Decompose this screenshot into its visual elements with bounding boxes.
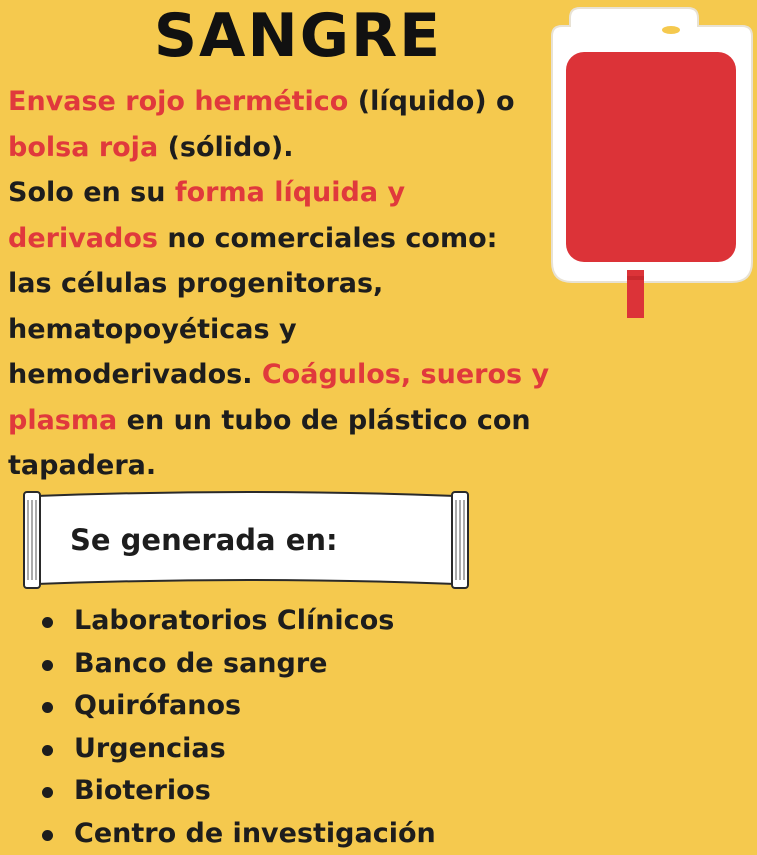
list-item (28, 685, 436, 728)
bullet-dot-icon (42, 787, 53, 798)
description-line (8, 261, 598, 307)
highlight-text: forma líquida y (175, 177, 405, 208)
plain-text: las células progenitoras, (8, 268, 383, 299)
highlight-text: bolsa roja (8, 132, 158, 163)
bullet-dot-icon (42, 617, 53, 628)
highlight-text: Envase rojo hermético (8, 86, 348, 117)
description-line (8, 216, 598, 262)
description-line (8, 170, 598, 216)
banner-heading: Se generada en: (70, 520, 338, 560)
description-line (8, 79, 598, 125)
sources-list (28, 600, 436, 855)
list-item-label: Bioterios (74, 775, 211, 806)
list-item-label: Centro de investigación (74, 818, 436, 849)
list-item (28, 770, 436, 813)
highlight-text: Coágulos, sueros y (262, 359, 549, 390)
page-title: SANGRE (118, 0, 478, 72)
plain-text: (sólido). (158, 132, 293, 163)
plain-text: tapadera. (8, 450, 156, 481)
description-paragraph (8, 79, 598, 489)
description-line (8, 125, 598, 171)
list-item (28, 643, 436, 686)
list-item (28, 600, 436, 643)
list-item-label: Laboratorios Clínicos (74, 605, 394, 636)
list-item-label: Urgencias (74, 733, 226, 764)
highlight-text: derivados (8, 223, 158, 254)
plain-text: (líquido) o (348, 86, 514, 117)
bullet-dot-icon (42, 830, 53, 841)
bullet-dot-icon (42, 745, 53, 756)
list-item (28, 813, 436, 855)
plain-text: hemoderivados. (8, 359, 262, 390)
description-line (8, 443, 598, 489)
description-line (8, 398, 598, 444)
highlight-text: plasma (8, 405, 117, 436)
description-line (8, 307, 598, 353)
list-item-label: Banco de sangre (74, 648, 327, 679)
bullet-dot-icon (42, 660, 53, 671)
plain-text: hematopoyéticas y (8, 314, 297, 345)
description-line (8, 352, 598, 398)
bullet-dot-icon (42, 702, 53, 713)
list-item-label: Quirófanos (74, 690, 241, 721)
list-item (28, 728, 436, 771)
plain-text: en un tubo de plástico con (117, 405, 530, 436)
plain-text: Solo en su (8, 177, 175, 208)
plain-text: no comerciales como: (158, 223, 497, 254)
